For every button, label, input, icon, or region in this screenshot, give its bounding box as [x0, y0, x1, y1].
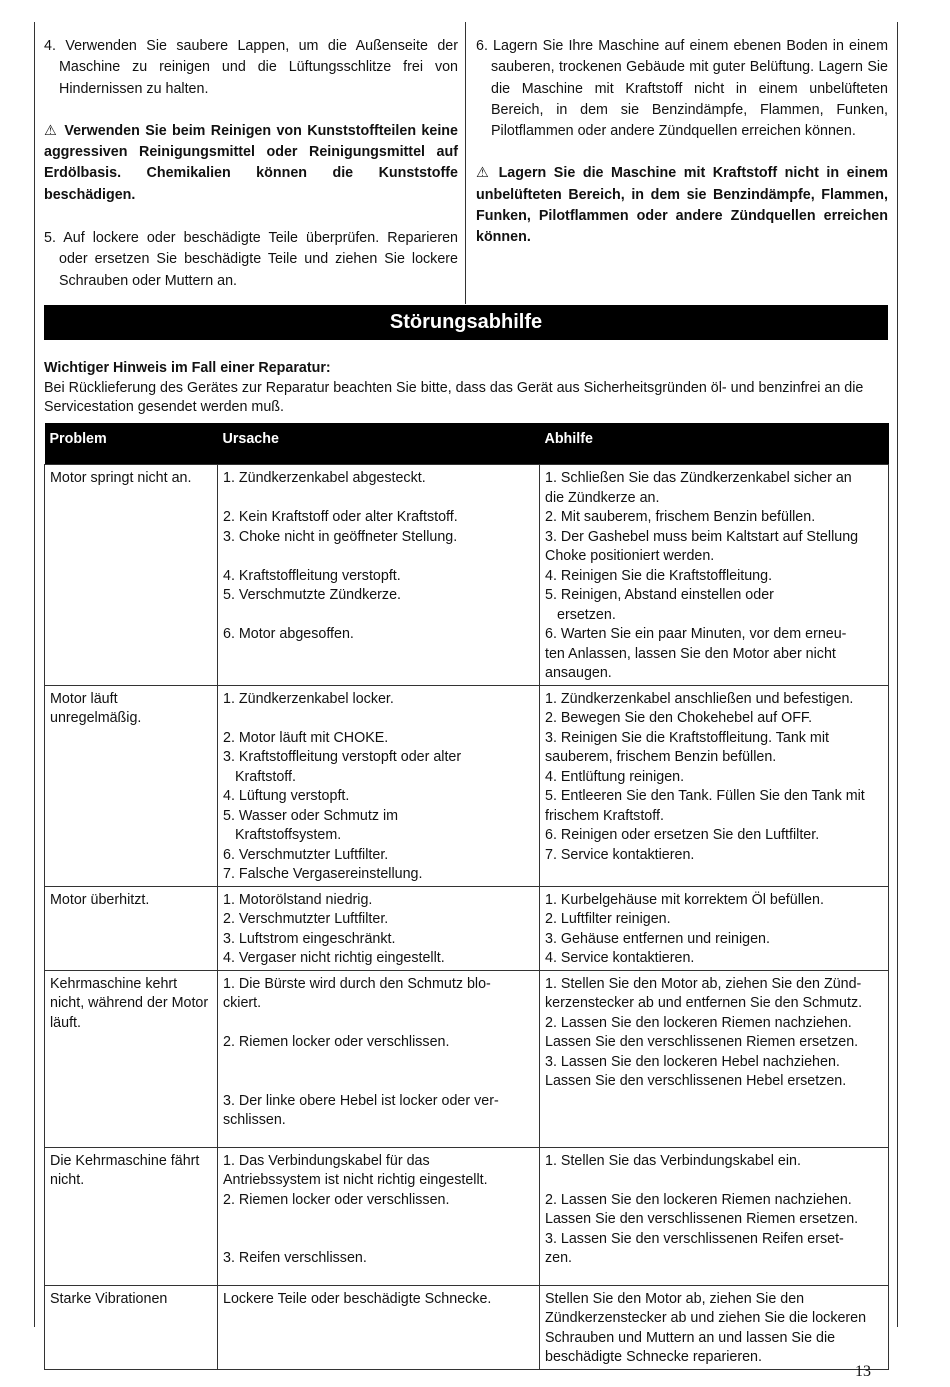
cause-line: 2. Riemen locker oder verschlissen. — [223, 1034, 450, 1050]
left-column — [44, 36, 458, 292]
header-cause: Ursache — [218, 423, 540, 465]
remedy-cell — [540, 970, 889, 1147]
remedy-line: zen. — [545, 1250, 573, 1266]
problem-cell: Motor springt nicht an. — [45, 465, 218, 686]
remedy-cell — [540, 1147, 889, 1285]
cause-line: 1. Zündkerzenkabel abgesteckt. — [223, 470, 426, 486]
remedy-line: 5. Entleeren Sie den Tank. Füllen Sie den Tank mit — [545, 788, 865, 804]
cause-line: 3. Der linke obere Hebel ist locker oder ver- — [223, 1092, 499, 1109]
remedy-line: 1. Stellen Sie den Motor ab, ziehen Sie den Zünd- — [545, 975, 862, 992]
remedy-line: Choke positioniert werden. — [545, 548, 715, 564]
table-row — [45, 970, 889, 1147]
repair-notice — [44, 359, 888, 418]
remedy-line: frischem Kraftstoff. — [545, 807, 664, 824]
section-title: Störungsabhilfe — [44, 305, 888, 340]
table-row — [45, 1147, 889, 1285]
cause-line: 3. Luftstrom eingeschränkt. — [223, 930, 396, 947]
remedy-line: 4. Service kontaktieren. — [545, 950, 695, 966]
remedy-line: 1. Kurbelgehäuse mit korrektem Öl befüllen. — [545, 891, 824, 908]
warning-icon: ⚠ — [44, 122, 57, 139]
table-row — [45, 465, 889, 686]
problem-cell: Motor läuft unregelmäßig. — [45, 685, 218, 886]
cause-line: 2. Kein Kraftstoff oder alter Kraftstoff. — [223, 509, 458, 525]
remedy-line: 1. Schließen Sie das Zündkerzenkabel sicher an — [545, 470, 852, 486]
cause-line: 6. Motor abgesoffen. — [223, 626, 354, 642]
cause-cell — [218, 685, 540, 886]
cause-line: 7. Falsche Vergasereinstellung. — [223, 866, 423, 882]
page-number: 13 — [855, 1363, 871, 1380]
remedy-line: ersetzen. — [557, 606, 616, 623]
warning-text: Lagern Sie die Maschine mit Kraftstoff nicht in einem unbelüfteten Bereich, in dem sie Benzindämpfe, Flammen, Funken, Pilotflammen oder andere Zündquellen erreichen können. — [476, 165, 888, 246]
remedy-line: 4. Entlüftung reinigen. — [545, 768, 685, 785]
cause-line: 5. Wasser oder Schmutz im — [223, 807, 399, 824]
remedy-line: 5. Reinigen, Abstand einstellen oder — [545, 587, 774, 603]
header-remedy: Abhilfe — [540, 423, 889, 465]
troubleshooting-table — [44, 423, 889, 1370]
cause-line: Antriebssystem ist nicht richtig eingestellt. — [223, 1172, 488, 1188]
remedy-line: ten Anlassen, lassen Sie den Motor aber nicht — [545, 645, 836, 662]
remedy-line: sauberem, frischem Benzin befüllen. — [545, 749, 777, 765]
warning-icon: ⚠ — [476, 165, 489, 182]
maintenance-columns — [44, 36, 888, 304]
remedy-line: 2. Lassen Sie den lockeren Riemen nachziehen. — [545, 1191, 852, 1208]
cause-line: 1. Zündkerzenkabel locker. — [223, 690, 394, 707]
cause-line: 1. Motorölstand niedrig. — [223, 891, 373, 908]
maintenance-item-5: 5. Auf lockere oder beschädigte Teile überprüfen. Reparieren oder ersetzen Sie beschädigte Teile und ziehen Sie lockere Schrauben oder Muttern an. — [44, 230, 458, 289]
remedy-line: 2. Mit sauberem, frischem Benzin befüllen. — [545, 509, 816, 525]
cause-line: 1. Das Verbindungskabel für das — [223, 1152, 430, 1169]
remedy-line: 4. Reinigen Sie die Kraftstoffleitung. — [545, 567, 773, 584]
problem-cell: Kehrmaschine kehrt nicht, während der Motor läuft. — [45, 970, 218, 1147]
right-margin-rule — [897, 22, 898, 1327]
remedy-line: 7. Service kontaktieren. — [545, 846, 695, 863]
remedy-line: 2. Luftfilter reinigen. — [545, 911, 671, 927]
cause-line: 3. Reifen verschlissen. — [223, 1250, 367, 1266]
cause-line: 4. Vergaser nicht richtig eingestellt. — [223, 950, 445, 966]
remedy-line: 1. Stellen Sie das Verbindungskabel ein. — [545, 1152, 801, 1169]
table-row — [45, 886, 889, 970]
cause-cell — [218, 970, 540, 1147]
table-row — [45, 1285, 889, 1369]
cause-line: 3. Choke nicht in geöffneter Stellung. — [223, 528, 458, 545]
cause-line: schlissen. — [223, 1112, 286, 1128]
cause-cell — [218, 886, 540, 970]
cause-line: ckiert. — [223, 995, 262, 1011]
fuel-storage-warning — [476, 163, 888, 248]
remedy-cell — [540, 886, 889, 970]
remedy-line: die Zündkerze an. — [545, 489, 660, 506]
plastic-cleaning-warning — [44, 121, 458, 206]
right-column — [476, 36, 888, 271]
warning-text: Verwenden Sie beim Reinigen von Kunststoffteilen keine aggressiven Reinigungsmittel oder Reinigungsmittel auf Erdölbasis. Chemikalien können die Kunststoffe beschädigen. — [44, 122, 458, 203]
remedy-line: 1. Zündkerzenkabel anschließen und befestigen. — [545, 690, 854, 707]
cause-cell: Lockere Teile oder beschädigte Schnecke. — [218, 1285, 540, 1369]
maintenance-item-6: 6. Lagern Sie Ihre Maschine auf einem ebenen Boden in einem sauberen, trockenen Gebäude mit guter Belüftung. Lagern Sie die Maschine mit Kraftstoff nicht in einem unbelüfteten Bereich, in dem sie Benzindämpfe, Flammen, Funken, Pilotflammen oder andere Zündquellen erreichen können. — [476, 38, 888, 140]
repair-notice-heading: Wichtiger Hinweis im Fall einer Reparatur: — [44, 360, 331, 376]
header-problem: Problem — [45, 423, 218, 465]
cause-line: 5. Verschmutzte Zündkerze. — [223, 587, 401, 603]
remedy-line: 2. Lassen Sie den lockeren Riemen nachziehen. — [545, 1014, 852, 1031]
table-header-row — [45, 423, 889, 465]
cause-line: 2. Verschmutzter Luftfilter. — [223, 911, 389, 927]
cause-line: 4. Lüftung verstopft. — [223, 788, 350, 804]
remedy-line: 3. Gehäuse entfernen und reinigen. — [545, 930, 770, 947]
remedy-line: Lassen Sie den verschlissenen Hebel ersetzen. — [545, 1073, 847, 1089]
remedy-line: kerzenstecker ab und entfernen Sie den Schmutz. — [545, 995, 863, 1011]
problem-cell: Die Kehrmaschine fährt nicht. — [45, 1147, 218, 1285]
cause-line: Kraftstoff. — [235, 768, 296, 785]
cause-line: 1. Die Bürste wird durch den Schmutz blo- — [223, 975, 491, 992]
table-row — [45, 685, 889, 886]
remedy-line: 3. Reinigen Sie die Kraftstoffleitung. Tank mit — [545, 729, 829, 746]
remedy-line: 3. Lassen Sie den lockeren Hebel nachziehen. — [545, 1053, 840, 1070]
repair-notice-text: Bei Rücklieferung des Gerätes zur Reparatur beachten Sie bitte, dass das Gerät aus Sicherheitsgründen öl- und benzinfrei an die Servicestation gesendet werden muß. — [44, 379, 864, 415]
remedy-cell — [540, 465, 889, 686]
remedy-line: Lassen Sie den verschlissenen Riemen ersetzen. — [545, 1211, 859, 1227]
maintenance-item-4: 4. Verwenden Sie saubere Lappen, um die Außenseite der Maschine zu reinigen und die Lüftungsschlitze frei von Hindernissen zu halten. — [44, 38, 458, 97]
cause-line: Kraftstoffsystem. — [235, 827, 342, 843]
cause-line: 2. Motor läuft mit CHOKE. — [223, 729, 389, 746]
remedy-cell: Stellen Sie den Motor ab, ziehen Sie den Zündkerzenstecker ab und ziehen Sie die lockeren Schrauben und Muttern an und lassen Sie die beschädigte Schnecke reparieren. — [540, 1285, 889, 1369]
problem-cell: Starke Vibrationen — [45, 1285, 218, 1369]
left-margin-rule — [34, 22, 35, 1327]
cause-line: 6. Verschmutzter Luftfilter. — [223, 846, 389, 863]
remedy-line: Lassen Sie den verschlissenen Riemen ersetzen. — [545, 1034, 859, 1050]
remedy-cell — [540, 685, 889, 886]
remedy-line: 3. Der Gashebel muss beim Kaltstart auf Stellung — [545, 528, 859, 545]
cause-cell — [218, 1147, 540, 1285]
cause-line: 4. Kraftstoffleitung verstopft. — [223, 567, 401, 584]
cause-line: 3. Kraftstoffleitung verstopft oder alter — [223, 749, 462, 765]
remedy-line: 6. Reinigen oder ersetzen Sie den Luftfilter. — [545, 827, 820, 843]
cause-line: 2. Riemen locker oder verschlissen. — [223, 1191, 450, 1208]
remedy-line: 3. Lassen Sie den verschlissenen Reifen erset- — [545, 1230, 844, 1247]
remedy-line: 2. Bewegen Sie den Chokehebel auf OFF. — [545, 710, 813, 726]
remedy-line: 6. Warten Sie ein paar Minuten, vor dem erneu- — [545, 626, 847, 642]
cause-cell — [218, 465, 540, 686]
remedy-line: ansaugen. — [545, 665, 612, 681]
problem-cell: Motor überhitzt. — [45, 886, 218, 970]
